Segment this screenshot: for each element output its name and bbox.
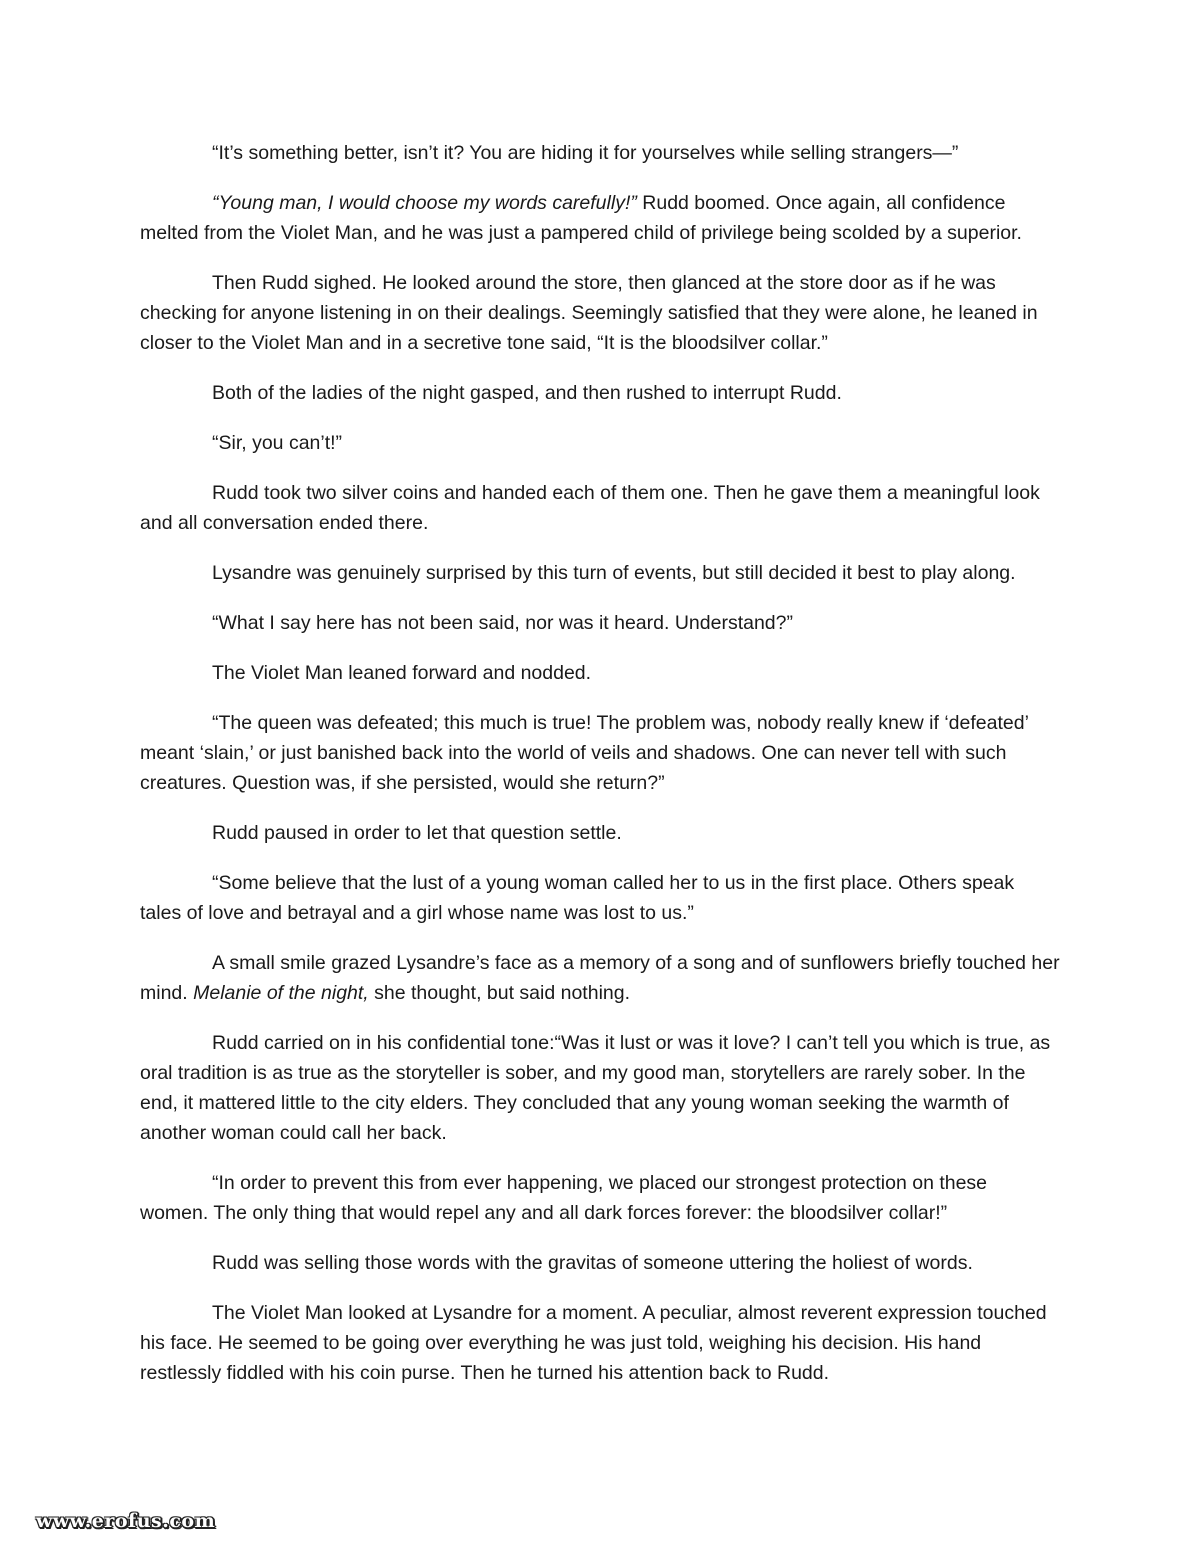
paragraph-5: [140, 428, 1060, 458]
paragraph-italic-text: “Young man, I would choose my words carefully!”: [212, 192, 637, 214]
paragraph-10: [140, 708, 1060, 798]
paragraph-2: [140, 188, 1060, 248]
paragraph-8: [140, 608, 1060, 638]
paragraph-7: [140, 558, 1060, 588]
paragraph-14: [140, 1028, 1060, 1148]
paragraph-tail-text: she thought, but said nothing.: [368, 982, 631, 1004]
paragraph-12: [140, 868, 1060, 928]
paragraph-text: The Violet Man looked at Lysandre for a moment. A peculiar, almost reverent expression touched his face. He seemed to be going over everything he was just told, weighing his decision. His hand restlessly fiddled with his coin purse. Then he turned his attention back to Rudd.: [140, 1302, 1047, 1384]
paragraph-text: Rudd boomed. Once again, all confidence melted from the Violet Man, and he was just a pampered child of privilege being scolded by a superior.: [140, 192, 1022, 244]
paragraph-text: “What I say here has not been said, nor was it heard. Understand?”: [212, 612, 793, 634]
paragraph-text: Rudd took two silver coins and handed each of them one. Then he gave them a meaningful look and all conversation ended there.: [140, 482, 1040, 534]
paragraph-text: The Violet Man leaned forward and nodded.: [212, 662, 592, 684]
paragraph-text: Lysandre was genuinely surprised by this turn of events, but still decided it best to play along.: [212, 562, 1016, 584]
paragraph-17: [140, 1298, 1060, 1388]
paragraph-text: “The queen was defeated; this much is true! The problem was, nobody really knew if ‘defeated’ meant ‘slain,’ or just banished back into the world of veils and shadows. One can never tell with such creatures. Question was, if she persisted, would she return?”: [140, 712, 1029, 794]
paragraph-11: [140, 818, 1060, 848]
paragraph-italic-text: Melanie of the night,: [193, 982, 369, 1004]
paragraph-15: [140, 1168, 1060, 1228]
paragraph-text: Rudd paused in order to let that question settle.: [212, 822, 622, 844]
paragraph-text: “Some believe that the lust of a young woman called her to us in the first place. Others speak tales of love and betrayal and a girl whose name was lost to us.”: [140, 872, 1015, 924]
paragraph-1: [140, 138, 1060, 168]
paragraph-text: “Sir, you can’t!”: [212, 432, 343, 454]
paragraph-text: Rudd was selling those words with the gravitas of someone uttering the holiest of words.: [212, 1252, 973, 1274]
paragraph-16: [140, 1248, 1060, 1278]
paragraph-6: [140, 478, 1060, 538]
paragraph-text: Then Rudd sighed. He looked around the store, then glanced at the store door as if he was checking for anyone listening in on their dealings. Seemingly satisfied that they were alone, he leaned in closer to the Violet Man and in a secretive tone said, “It is the bloodsilver collar.”: [140, 272, 1038, 354]
paragraph-9: [140, 658, 1060, 688]
paragraph-text: A small smile grazed Lysandre’s face as a memory of a song and of sunflowers briefly touched her mind.: [140, 952, 1060, 1004]
paragraph-text: Rudd carried on in his confidential tone:“Was it lust or was it love? I can’t tell you which is true, as oral tradition is as true as the storyteller is sober, and my good man, storytellers are rarely sober. In the end, it mattered little to the city elders. They concluded that any young woman seeking the warmth of another woman could call her back.: [140, 1032, 1051, 1144]
paragraph-text: “In order to prevent this from ever happening, we placed our strongest protection on these women. The only thing that would repel any and all dark forces forever: the bloodsilver collar!”: [140, 1172, 988, 1224]
paragraph-13: [140, 948, 1060, 1008]
paragraph-3: [140, 268, 1060, 358]
watermark: www.erofus.com: [36, 1510, 216, 1532]
paragraph-text: Both of the ladies of the night gasped, and then rushed to interrupt Rudd.: [212, 382, 842, 404]
paragraph-4: [140, 378, 1060, 408]
document-body: [140, 138, 1060, 1408]
paragraph-text: “It’s something better, isn’t it? You are hiding it for yourselves while selling strangers—”: [212, 142, 959, 164]
